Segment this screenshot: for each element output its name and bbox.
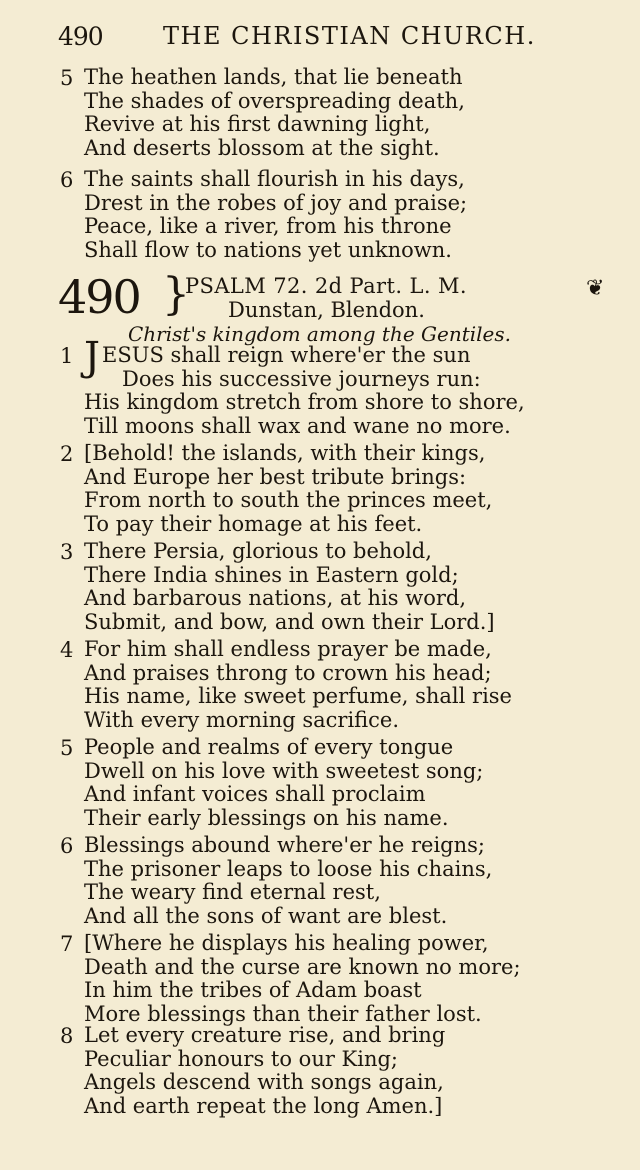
stanza-number: 5 — [60, 66, 74, 90]
verse-line: For him shall endless prayer be made, — [84, 637, 492, 661]
verse-line: In him the tribes of Adam boast — [84, 978, 422, 1003]
verse-line: To pay their homage at his feet. — [84, 512, 423, 537]
first-line-text: ESUS shall reign where'er the sun — [102, 343, 471, 367]
page-number: 490 — [58, 22, 103, 51]
verse-line: Does his successive journeys run: — [122, 366, 481, 391]
stanza-number: 5 — [60, 736, 74, 760]
page-header — [58, 22, 628, 52]
stanza-number: 4 — [60, 638, 74, 662]
verse-line: The prisoner leaps to loose his chains, — [84, 856, 493, 881]
verse-line: Death and the curse are known no more; — [84, 954, 521, 979]
verse-line: Dwell on his love with sweetest song; — [84, 758, 484, 783]
verse-line: And deserts blossom at the sight. — [84, 136, 440, 161]
verse-line: The heathen lands, that lie beneath — [84, 65, 463, 89]
verse-line: The shades of overspreading death, — [84, 88, 465, 113]
verse-line: More blessings than their father lost. — [84, 1002, 482, 1027]
verse-line: People and realms of every tongue — [84, 735, 454, 759]
verse-line: The saints shall flourish in his days, — [84, 167, 465, 191]
verse-line: Revive at his first dawning light, — [84, 112, 431, 137]
running-title: THE CHRISTIAN CHURCH. — [163, 22, 536, 50]
fleuron-icon: ❦ — [586, 276, 605, 301]
verse-line: Till moons shall wax and wane no more. — [84, 414, 511, 439]
hymn-number: 490 — [58, 270, 140, 324]
verse-line: His kingdom stretch from shore to shore, — [84, 390, 525, 415]
verse-line: With every morning sacrifice. — [84, 708, 400, 733]
drop-cap: J — [84, 334, 101, 380]
stanza-number: 7 — [60, 932, 74, 956]
verse-line: The weary find eternal rest, — [84, 880, 381, 905]
stanza-number: 6 — [60, 168, 74, 192]
verse-line: Their early blessings on his name. — [84, 806, 449, 831]
verse-line: And praises throng to crown his head; — [84, 660, 492, 685]
tune-names: Dunstan, Blendon. — [228, 298, 425, 322]
stanza-number: 1 — [60, 344, 74, 368]
verse-line: Peace, like a river, from his throne — [84, 214, 452, 239]
stanza-number: 8 — [60, 1024, 74, 1048]
verse-line: And infant voices shall proclaim — [84, 782, 426, 807]
verse-line: [Behold! the islands, with their kings, — [84, 441, 486, 465]
verse-line: There India shines in Eastern gold; — [84, 562, 459, 587]
verse-line: [Where he displays his healing power, — [84, 931, 489, 955]
verse-line: Drest in the robes of joy and praise; — [84, 190, 468, 215]
brace-mark: } — [162, 269, 190, 320]
hymn-heading — [58, 269, 618, 346]
stanza-number: 3 — [60, 540, 74, 564]
verse-line: Blessings abound where'er he reigns; — [84, 833, 485, 857]
verse-line: From north to south the princes meet, — [84, 488, 493, 513]
verse-line: Peculiar honours to our King; — [84, 1046, 399, 1071]
verse-line: Shall flow to nations yet unknown. — [84, 238, 452, 263]
verse-line: Let every creature rise, and bring — [84, 1023, 446, 1047]
stanza-number: 6 — [60, 834, 74, 858]
verse-line: And all the sons of want are blest. — [84, 904, 448, 929]
verse-line: And earth repeat the long Amen.] — [84, 1094, 443, 1119]
verse-line: Angels descend with songs again, — [84, 1070, 444, 1095]
hymn-subject: Christ's kingdom among the Gentiles. — [128, 322, 511, 346]
verse-line: There Persia, glorious to behold, — [84, 539, 432, 563]
verse-line: Submit, and bow, and own their Lord.] — [84, 610, 495, 635]
psalm-reference: PSALM 72. 2d Part. L. M. — [185, 274, 467, 298]
stanza-number: 2 — [60, 442, 74, 466]
verse-line: His name, like sweet perfume, shall rise — [84, 684, 512, 709]
verse-line: And Europe her best tribute brings: — [84, 464, 467, 489]
verse-line: And barbarous nations, at his word, — [84, 586, 467, 611]
